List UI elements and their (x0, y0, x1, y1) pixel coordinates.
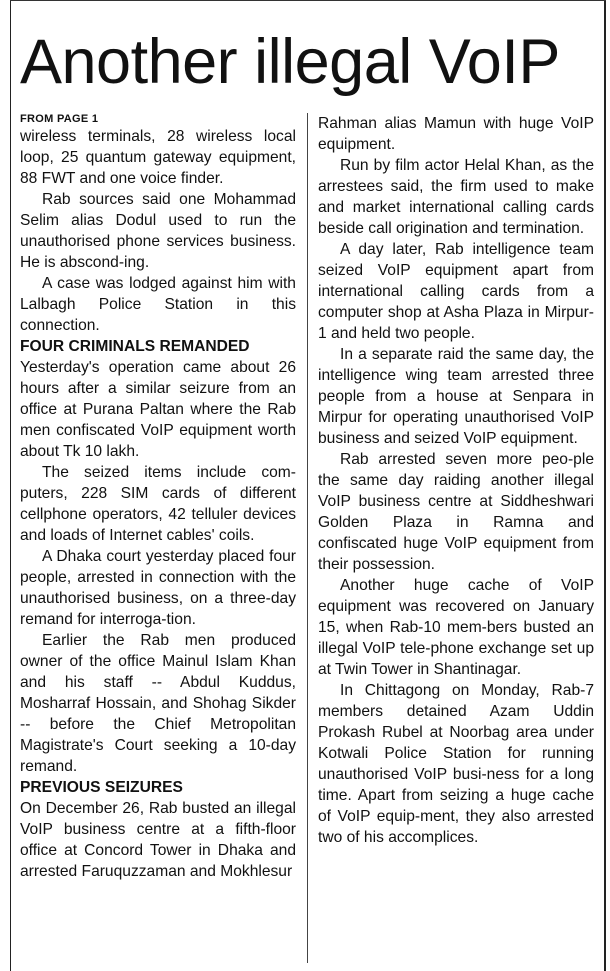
paragraph: Another huge cache of VoIP equipment was recovered on January 15, when Rab-10 mem-bers busted an illegal VoIP tele-phone exchange set up at Twin Tower in Shantinagar. (318, 577, 594, 678)
paragraph: On December 26, Rab busted an illegal VoIP business centre at a fifth-floor office at Concord Tower in Dhaka and arrested Faruquzzaman and Mokhlesur (20, 800, 296, 880)
page-border-right (604, 0, 606, 971)
paragraph: The seized items include com-puters, 228 SIM cards of different cellphone operators, 42 telluler devices and loads of Internet cables' coils. (20, 464, 296, 544)
paragraph: A day later, Rab intelligence team seized VoIP equipment apart from international calling cards from a computer shop at Asha Plaza in Mirpur-1 and held two people. (318, 241, 594, 342)
paragraph: Yesterday's operation came about 26 hours after a similar seizure from an office at Purana Paltan where the Rab men confiscated VoIP equipment worth about Tk 10 lakh. (20, 359, 296, 460)
subhead-four-criminals-remanded: FOUR CRIMINALS REMANDED (20, 338, 250, 355)
paragraph: In Chittagong on Monday, Rab-7 members detained Azam Uddin Prokash Rubel at Noorbag area under Kotwali Police Station for running unauthorised VoIP busi-ness for a long time. Apart from seizing a huge cache of VoIP equip-ment, they also arrested two of his accomplices. (318, 682, 594, 846)
kicker: FROM PAGE 1 (20, 113, 99, 125)
page-border-top (10, 0, 606, 1)
paragraph: Rab sources said one Mohammad Selim alias Dodul used to run the unauthorised phone services business. He is abscond-ing. (20, 191, 296, 271)
column-divider (307, 113, 308, 963)
article-column-right (318, 113, 594, 848)
page-border-left (10, 0, 11, 971)
article-column-left (20, 113, 296, 882)
paragraph: wireless terminals, 28 wireless local loop, 25 quantum gateway equipment, 88 FWT and one voice finder. (20, 128, 296, 187)
paragraph: In a separate raid the same day, the intelligence wing team arrested three people from a house at Senpara in Mirpur for operating unauthorised VoIP business and seized VoIP equipment. (318, 346, 594, 447)
paragraph: Rab arrested seven more peo-ple the same day raiding another illegal VoIP business centre at Siddheshwari Golden Plaza in Ramna and confiscated huge VoIP equipment from their possession. (318, 451, 594, 573)
paragraph: A case was lodged against him with Lalbagh Police Station in this connection. (20, 275, 296, 334)
paragraph: Earlier the Rab men produced owner of the office Mainul Islam Khan and his staff -- Abdul Kuddus, Mosharraf Hossain, and Shohag Sikder -- before the Chief Metropolitan Magistrate's Court seeking a 10-day remand. (20, 632, 296, 775)
paragraph: Rahman alias Mamun with huge VoIP equipment. (318, 115, 594, 153)
subhead-previous-seizures: PREVIOUS SEIZURES (20, 779, 183, 796)
paragraph: Run by film actor Helal Khan, as the arrestees said, the firm used to make and market international calling cards beside call origination and termination. (318, 157, 594, 237)
headline: Another illegal VoIP (20, 27, 560, 97)
paragraph: A Dhaka court yesterday placed four people, arrested in connection with the unauthorised business, on a three-day remand for interroga-tion. (20, 548, 296, 628)
